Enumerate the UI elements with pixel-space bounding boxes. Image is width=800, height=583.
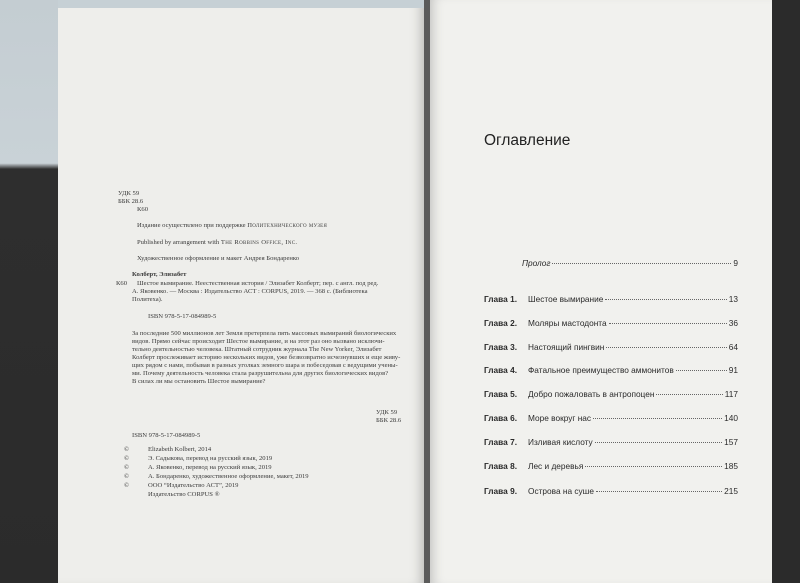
toc-entry — [484, 365, 738, 377]
toc-chapter-number: Глава 2. — [484, 318, 518, 328]
copyright-text: Э. Садыкова, перевод на русский язык, 2019 — [148, 455, 273, 462]
toc-leader-dots — [606, 347, 726, 348]
toc-entry-name: Настоящий пингвин — [528, 342, 605, 352]
scan-edge-right — [772, 0, 800, 583]
toc-entry-page: 91 — [728, 365, 738, 375]
copyright-text: Издательство CORPUS ® — [148, 491, 220, 498]
scan-edge-left — [0, 0, 58, 583]
toc-chapter-number: Глава 5. — [484, 389, 518, 399]
toc-entry — [484, 342, 738, 354]
copyright-mark: © — [124, 464, 130, 471]
toc-entry-page: 9 — [733, 258, 738, 268]
toc-leader-dots — [609, 323, 727, 324]
published-by-line: Published by arrangement with The Robbins Office, Inc. — [137, 239, 298, 246]
copyright-mark: © — [124, 482, 130, 489]
toc-entry — [484, 437, 738, 449]
toc-chapter-number: Глава 6. — [484, 413, 518, 423]
toc-entry — [484, 486, 738, 498]
toc-leader-dots — [605, 299, 726, 300]
annotation-line-7: В силах ли мы остановить Шестое вымирание? — [132, 378, 266, 385]
toc-entry-name: Моляры мастодонта — [528, 318, 607, 328]
toc-leader-dots — [593, 418, 722, 419]
toc-leader-dots — [596, 491, 722, 492]
copyright-text: ООО “Издательство АСТ”, 2019 — [148, 482, 239, 489]
biblio-line-1: Шестое вымирание. Неестественная история / Элизабет Колберт; пер. с англ. под ред. — [137, 280, 379, 287]
isbn-bottom: ISBN 978-5-17-084989-5 — [132, 432, 201, 439]
annotation-line-2: видов. Прямо сейчас происходит Шестое вымирание, и на этот раз оно вызвано исключи- — [132, 338, 385, 345]
annotation-line-5: щих рядом с нами, побывав в разных уголках земного шара и побеседовав с ведущими учены- — [132, 362, 398, 369]
copyright-mark: © — [124, 446, 130, 453]
toc-entry-page: 13 — [728, 294, 738, 304]
toc-entry-name: Пролог — [522, 258, 551, 268]
toc-entry-name: Острова на суше — [528, 486, 594, 496]
udk-label: УДК 59 — [118, 190, 140, 197]
toc-entry-page: 157 — [724, 437, 738, 447]
toc-entry — [484, 294, 738, 306]
annotation-line-6: ми. Почему деятельность человека стала разрушительна для других биологических видов? — [132, 370, 389, 377]
copyright-text: А. Бондаренко, художественное оформление, макет, 2019 — [148, 473, 309, 480]
bbk-label: ББК 28.6 — [118, 198, 144, 205]
toc-entry-name: Шестое вымирание — [528, 294, 604, 304]
left-page-top-strip — [58, 0, 424, 8]
annotation-line-4: Колберт прослеживает историю нескольких видов, уже безвозвратно исчезнувших и еще живу- — [132, 354, 401, 361]
toc-entry-page: 185 — [724, 461, 738, 471]
toc-entry-name: Добро пожаловать в антропоцен — [528, 389, 655, 399]
toc-entry — [484, 413, 738, 425]
annotation-line-3: тельно деятельностью человека. Штатный сотрудник журнала The New Yorker, Элизабет — [132, 346, 382, 353]
toc-entry — [484, 318, 738, 330]
bbk-right: ББК 28.6 — [376, 417, 402, 424]
design-credit: Художественное оформление и макет Андрея Бондаренко — [137, 255, 300, 262]
toc-entry-page: 36 — [728, 318, 738, 328]
toc-leader-dots — [676, 370, 727, 371]
copyright-mark: © — [124, 473, 130, 480]
isbn-top: ISBN 978-5-17-084989-5 — [148, 313, 217, 320]
toc-leader-dots — [585, 466, 722, 467]
toc-entry-page: 140 — [724, 413, 738, 423]
support-note: Издание осуществлено при поддержке Политехнического музея — [137, 222, 328, 229]
toc-entry-page: 215 — [724, 486, 738, 496]
toc-title: Оглавление — [484, 132, 571, 149]
k-code-side: К60 — [116, 280, 127, 287]
toc-entry-name: Изливая кислоту — [528, 437, 593, 447]
biblio-line-2: А. Яковенко. — Москва : Издательство АСТ : CORPUS, 2019. — 368 с. (Библиотека — [132, 288, 368, 295]
toc-entry-name: Лес и деревья — [528, 461, 584, 471]
annotation-line-1: За последние 500 миллионов лет Земля претерпела пять массовых вымираний биологических — [132, 330, 397, 337]
toc-chapter-number: Глава 9. — [484, 486, 518, 496]
toc-chapter-number: Глава 1. — [484, 294, 518, 304]
toc-chapter-number: Глава 7. — [484, 437, 518, 447]
copyright-mark: © — [124, 455, 130, 462]
toc-chapter-number: Глава 4. — [484, 365, 518, 375]
toc-entry-prolog — [484, 258, 738, 270]
copyright-text: Elizabeth Kolbert, 2014 — [148, 446, 212, 453]
toc-entry — [484, 461, 738, 473]
toc-entry-name: Фатальное преимущество аммонитов — [528, 365, 674, 375]
toc-leader-dots — [595, 442, 722, 443]
toc-chapter-number: Глава 8. — [484, 461, 518, 471]
author-heading: Колберт, Элизабет — [132, 271, 187, 278]
k-code: К60 — [137, 206, 148, 213]
toc-entry-page: 117 — [724, 389, 738, 399]
toc-chapter-number: Глава 3. — [484, 342, 518, 352]
udk-right: УДК 59 — [376, 409, 398, 416]
toc-entry-name: Море вокруг нас — [528, 413, 592, 423]
toc-entry — [484, 389, 738, 401]
biblio-line-3: Политеха). — [132, 296, 163, 303]
copyright-text: А. Яковенко, перевод на русский язык, 2019 — [148, 464, 272, 471]
toc-entry-page: 64 — [728, 342, 738, 352]
toc-leader-dots — [552, 263, 731, 264]
toc-leader-dots — [656, 394, 722, 395]
